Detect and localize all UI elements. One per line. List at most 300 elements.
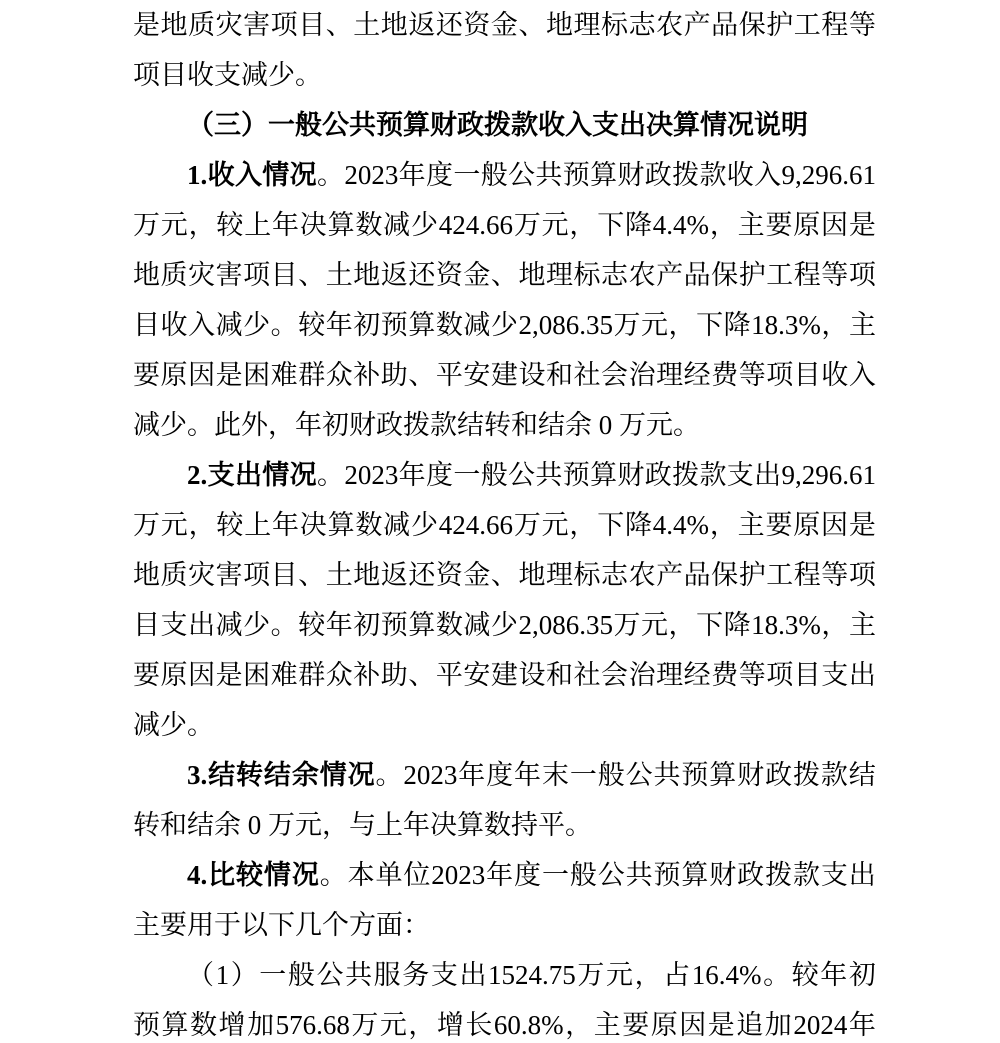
text-run: 因 <box>188 360 216 390</box>
text-run: 4.4% <box>652 210 710 240</box>
text-run: 。 <box>763 960 791 990</box>
text-run: 金 <box>463 560 491 590</box>
text-run: 元 <box>541 210 569 240</box>
text-run: 目 <box>793 660 821 690</box>
text-line <box>133 50 876 100</box>
text-run: 拨 <box>792 760 820 790</box>
text-line <box>187 750 876 800</box>
text-run: 出 <box>848 860 876 890</box>
text-line <box>133 600 876 650</box>
text-run: 末 <box>541 760 569 790</box>
text-run: 预 <box>653 860 681 890</box>
text-run: 款 <box>699 160 727 190</box>
text-run: 政 <box>644 160 672 190</box>
text-run: 年 <box>271 210 299 240</box>
text-run: 万 <box>613 610 641 640</box>
text-run: 共 <box>625 860 653 890</box>
text-run: 入 <box>754 160 782 190</box>
text-run: 万 <box>577 960 605 990</box>
text-run: 下 <box>696 310 724 340</box>
text-run: 较 <box>216 510 244 540</box>
text-run: 元 <box>541 510 569 540</box>
text-run: 因 <box>188 660 216 690</box>
text-run: 一 <box>569 760 597 790</box>
text-run: 预 <box>380 310 408 340</box>
text-run: 害 <box>243 10 271 40</box>
text-run: 原 <box>160 360 188 390</box>
text-run: 预 <box>562 460 590 490</box>
text-line <box>133 800 876 850</box>
text-run: 品 <box>683 560 711 590</box>
text-run: 上 <box>244 210 272 240</box>
text-run: 是 <box>707 1010 735 1040</box>
text-run: 困 <box>243 660 271 690</box>
text-run: 、 <box>298 560 326 590</box>
text-run: 治 <box>628 660 656 690</box>
text-run: 算 <box>681 860 709 890</box>
text-run: 算 <box>161 1010 189 1040</box>
text-run: 产 <box>656 560 684 590</box>
text-run: 公 <box>625 760 653 790</box>
text-run: 支 <box>160 610 188 640</box>
text-run: 目 <box>270 560 298 590</box>
text-run: 公 <box>597 860 625 890</box>
text-run: 结 <box>848 760 876 790</box>
text-run: 算 <box>327 510 355 540</box>
text-run: 长 <box>465 1010 493 1040</box>
text-line <box>133 200 876 250</box>
text-run: 款 <box>699 460 727 490</box>
text-run: 2. <box>187 460 208 490</box>
text-run: 年 <box>325 310 353 340</box>
text-run: 理 <box>545 260 573 290</box>
text-run: 424.66 <box>438 510 514 540</box>
text-run: 因 <box>679 1010 707 1040</box>
text-run: 元 <box>379 1010 407 1040</box>
text-run: 产 <box>656 260 684 290</box>
text-run: 减 <box>215 610 243 640</box>
text-run: 主 <box>737 210 765 240</box>
text-run: 度 <box>486 760 514 790</box>
text-run: 预 <box>681 760 709 790</box>
text-run: 因 <box>821 510 849 540</box>
text-run: 款 <box>820 760 848 790</box>
text-run: 志 <box>601 260 629 290</box>
text-run: 结 <box>263 760 291 790</box>
text-run: 算 <box>408 610 436 640</box>
text-run: 下 <box>696 610 724 640</box>
text-run: 度 <box>426 160 453 190</box>
text-run: 难 <box>270 360 298 390</box>
text-run: 会 <box>601 360 629 390</box>
text-run: 公 <box>508 160 536 190</box>
text-run: 2,086.35 <box>518 610 613 640</box>
text-run: 2024 <box>793 1010 848 1040</box>
text-run: 本 <box>347 860 375 890</box>
text-run: 和 <box>545 660 573 690</box>
text-run: 主 <box>737 510 765 540</box>
text-run: 要 <box>765 210 793 240</box>
text-run: 比 <box>208 860 236 890</box>
text-run: 数 <box>355 210 383 240</box>
text-run: 况 <box>347 760 375 790</box>
text-run: 主 <box>593 1010 621 1040</box>
text-run: 政 <box>765 760 793 790</box>
text-run: 般 <box>287 960 315 990</box>
text-run: ， <box>569 510 597 540</box>
text-run: 建 <box>490 360 518 390</box>
text-run: 年 <box>820 960 848 990</box>
text-run: 一 <box>453 460 481 490</box>
text-run: 政 <box>737 860 765 890</box>
text-line <box>133 900 876 950</box>
text-line <box>133 650 876 700</box>
text-run: 4.4% <box>652 510 710 540</box>
text-run: 情 <box>319 760 347 790</box>
text-run: 元 <box>160 510 188 540</box>
text-run: 少 <box>410 510 438 540</box>
text-run: 项 <box>848 260 876 290</box>
text-run: 程 <box>793 560 821 590</box>
text-run: ， <box>188 210 216 240</box>
text-run: 助 <box>380 360 408 390</box>
text-run: 余 <box>291 760 319 790</box>
text-run: 424.66 <box>438 210 514 240</box>
text-run: 务 <box>402 960 430 990</box>
text-run: 元 <box>160 210 188 240</box>
text-run: 目 <box>793 360 821 390</box>
text-run: 难 <box>270 660 298 690</box>
text-run: 元 <box>641 310 668 340</box>
text-run: 拨 <box>672 160 700 190</box>
text-run: 单 <box>375 860 403 890</box>
text-run: 公 <box>508 460 536 490</box>
text-run: 政 <box>644 460 672 490</box>
text-run: 、 <box>490 260 518 290</box>
text-run: 2023 <box>344 160 399 190</box>
text-run: 资 <box>435 260 463 290</box>
text-run: 等 <box>738 360 766 390</box>
text-run: 、 <box>408 360 436 390</box>
text-run: 志 <box>628 10 656 40</box>
text-run: 项 <box>243 260 271 290</box>
text-run: 决 <box>299 510 327 540</box>
text-run: 资 <box>435 560 463 590</box>
text-run: 标 <box>573 260 601 290</box>
text-run: 是 <box>133 10 160 40</box>
text-run: 增 <box>218 1010 246 1040</box>
text-run: 主 <box>848 610 876 640</box>
text-run: 年 <box>458 760 486 790</box>
text-run: 原 <box>650 1010 678 1040</box>
text-run: （三）一般公共预算财政拨款收入支出决算情况说明 <box>187 110 808 140</box>
text-run: 主要用于以下几个方面： <box>133 910 430 940</box>
text-run: 较 <box>236 860 264 890</box>
text-run: 决 <box>299 210 327 240</box>
text-run: 数 <box>355 510 383 540</box>
text-run: 60.8% <box>493 1010 564 1040</box>
text-run: 初 <box>848 960 876 990</box>
text-line <box>133 400 876 450</box>
text-run: 下 <box>597 210 625 240</box>
text-run: 万 <box>513 210 541 240</box>
text-run: 万 <box>351 1010 379 1040</box>
text-run: 2023 <box>403 760 458 790</box>
text-run: 是 <box>215 360 243 390</box>
text-run: 一 <box>541 860 569 890</box>
text-run: 。 <box>270 610 298 640</box>
text-run: 共 <box>535 460 563 490</box>
text-run: 万 <box>513 510 541 540</box>
text-run: 。 <box>316 460 344 490</box>
text-run: 安 <box>463 660 491 690</box>
text-run: 算 <box>327 210 355 240</box>
text-run: 18.3% <box>751 310 821 340</box>
text-run: 是 <box>848 210 876 240</box>
text-run: 等 <box>738 660 766 690</box>
text-run: 一 <box>259 960 287 990</box>
text-run: 数 <box>190 1010 218 1040</box>
text-run: 少 <box>490 610 518 640</box>
text-run: 元 <box>605 960 633 990</box>
text-run: 支 <box>430 960 458 990</box>
text-run: 576.68 <box>275 1010 350 1040</box>
text-run: 收 <box>726 160 754 190</box>
text-run: 减 <box>215 310 243 340</box>
text-run: 质 <box>160 560 188 590</box>
text-run: 地 <box>133 560 160 590</box>
text-run: 设 <box>518 660 546 690</box>
text-run: 共 <box>653 760 681 790</box>
text-run: 算 <box>709 760 737 790</box>
text-run: 、 <box>408 660 436 690</box>
text-run: 加 <box>764 1010 792 1040</box>
text-run: 拨 <box>672 460 700 490</box>
text-run: 入 <box>848 360 876 390</box>
text-line <box>133 550 876 600</box>
text-run: 项 <box>848 560 876 590</box>
text-run: 预 <box>380 610 408 640</box>
text-run: 入 <box>234 160 262 190</box>
text-run: 程 <box>821 10 849 40</box>
text-line <box>187 150 876 200</box>
text-run: 出 <box>234 460 262 490</box>
text-run: 地 <box>133 260 160 290</box>
text-run: 般 <box>597 760 625 790</box>
text-run: 较 <box>216 210 244 240</box>
text-run: 款 <box>792 860 820 890</box>
text-run: ， <box>668 610 696 640</box>
text-run: 项 <box>766 360 794 390</box>
text-run: 1524.75 <box>488 960 576 990</box>
text-run: 2023 <box>431 860 486 890</box>
text-run: 护 <box>738 560 766 590</box>
text-run: 保 <box>711 560 739 590</box>
text-run: 出 <box>188 610 216 640</box>
text-run: 万 <box>133 510 160 540</box>
text-run: 况 <box>289 160 317 190</box>
text-run: 少 <box>490 310 518 340</box>
text-run: 土 <box>353 10 381 40</box>
text-run: 地 <box>353 260 381 290</box>
text-run: 工 <box>766 260 794 290</box>
text-run: 地 <box>518 560 546 590</box>
text-run: 金 <box>490 10 518 40</box>
text-run: 出 <box>754 460 782 490</box>
text-run: ， <box>709 510 737 540</box>
text-run: 情 <box>263 860 291 890</box>
text-run: 补 <box>353 360 381 390</box>
text-line <box>133 0 876 50</box>
text-run: ， <box>188 510 216 540</box>
text-run: 会 <box>601 660 629 690</box>
text-run: ， <box>634 960 662 990</box>
text-run: 要 <box>622 1010 650 1040</box>
text-run: 少 <box>243 610 271 640</box>
text-run: 3. <box>187 760 208 790</box>
text-run: 产 <box>683 10 711 40</box>
text-run: 保 <box>738 10 766 40</box>
text-run: 万 <box>133 210 160 240</box>
text-run: 建 <box>490 660 518 690</box>
text-run: 出 <box>459 960 487 990</box>
text-run: 项 <box>270 10 298 40</box>
text-run: 金 <box>463 260 491 290</box>
text-run: 减 <box>383 210 411 240</box>
text-run: ， <box>821 610 849 640</box>
text-run: 初 <box>353 610 381 640</box>
text-run: 平 <box>435 360 463 390</box>
text-run: 支 <box>726 460 754 490</box>
text-run: 治 <box>628 360 656 390</box>
text-run: 理 <box>545 560 573 590</box>
text-line <box>133 500 876 550</box>
text-run: 加 <box>247 1010 275 1040</box>
text-run: 预 <box>562 160 590 190</box>
text-run: 质 <box>188 10 216 40</box>
text-run: 原 <box>160 660 188 690</box>
text-run: 项目收支减少。 <box>133 60 322 90</box>
text-run: 2,086.35 <box>518 310 613 340</box>
text-run: 是 <box>848 510 876 540</box>
text-run: ） <box>230 960 258 990</box>
text-run: 数 <box>435 310 463 340</box>
text-run: 位 <box>403 860 431 890</box>
text-run: 下 <box>597 510 625 540</box>
text-run: 9,296.61 <box>781 460 876 490</box>
text-run: 灾 <box>215 10 243 40</box>
text-run: 众 <box>325 360 353 390</box>
text-line <box>133 350 876 400</box>
text-run: 减少。 <box>133 710 214 740</box>
text-line <box>187 950 876 1000</box>
text-run: 财 <box>709 860 737 890</box>
text-run: 目 <box>298 10 326 40</box>
text-run: 减 <box>463 610 491 640</box>
document-body <box>133 0 876 1043</box>
text-run: 理 <box>573 10 601 40</box>
text-run: 1. <box>187 160 208 190</box>
text-run: 况 <box>289 460 317 490</box>
text-run: 护 <box>738 260 766 290</box>
text-run: 较 <box>298 310 326 340</box>
text-run: 年 <box>271 510 299 540</box>
text-run: 地 <box>518 260 546 290</box>
text-run: 标 <box>601 10 629 40</box>
text-run: 要 <box>765 510 793 540</box>
text-run: 平 <box>435 660 463 690</box>
text-run: 预 <box>133 1010 160 1040</box>
text-run: 农 <box>628 260 656 290</box>
text-run: 设 <box>518 360 546 390</box>
text-run: 收 <box>160 310 188 340</box>
text-run: 是 <box>215 660 243 690</box>
text-run: 地 <box>160 10 188 40</box>
text-run: 增 <box>436 1010 464 1040</box>
text-run: 群 <box>298 660 326 690</box>
text-run: 支 <box>207 460 235 490</box>
text-run: 质 <box>160 260 188 290</box>
text-run: 要 <box>133 660 160 690</box>
text-run: 地 <box>545 10 573 40</box>
text-run: 算 <box>590 460 618 490</box>
text-run: ， <box>668 310 696 340</box>
text-run: 志 <box>601 560 629 590</box>
text-run: 还 <box>408 560 436 590</box>
text-run: 要 <box>133 360 160 390</box>
text-run: 返 <box>380 560 408 590</box>
text-run: 程 <box>793 260 821 290</box>
text-run: 收 <box>821 360 849 390</box>
text-run: 。 <box>375 760 403 790</box>
text-run: 度 <box>514 860 542 890</box>
text-run: 转和结余 0 万元，与上年决算数持平。 <box>133 810 592 840</box>
text-run: 群 <box>298 360 326 390</box>
text-run: 护 <box>766 10 794 40</box>
text-run: 入 <box>188 310 216 340</box>
text-run: 土 <box>325 260 353 290</box>
text-run: 服 <box>373 960 401 990</box>
text-run: 农 <box>628 560 656 590</box>
text-run: 少 <box>410 210 438 240</box>
text-run: 地 <box>380 10 408 40</box>
text-run: 理 <box>656 660 684 690</box>
text-run: 财 <box>737 760 765 790</box>
text-run: 算 <box>408 310 436 340</box>
text-run: 地 <box>353 560 381 590</box>
text-run: 灾 <box>188 260 216 290</box>
text-run: 支 <box>821 660 849 690</box>
text-run: 出 <box>848 660 876 690</box>
text-run: 标 <box>573 560 601 590</box>
text-run: 。 <box>319 860 347 890</box>
text-run: 支 <box>820 860 848 890</box>
text-run: 追 <box>736 1010 764 1040</box>
text-run: 助 <box>380 660 408 690</box>
text-run: （ <box>187 960 214 990</box>
text-run: 般 <box>569 860 597 890</box>
text-run: 。 <box>316 160 344 190</box>
text-run: 费 <box>711 360 739 390</box>
text-run: 较 <box>298 610 326 640</box>
text-run: 拨 <box>765 860 793 890</box>
text-run: 因 <box>821 210 849 240</box>
text-run: 财 <box>617 460 645 490</box>
text-run: 减少。此外，年初财政拨款结转和结余 0 万元。 <box>133 410 700 440</box>
text-run: 况 <box>291 860 319 890</box>
text-run: 等 <box>821 260 849 290</box>
text-run: 降 <box>625 210 652 240</box>
